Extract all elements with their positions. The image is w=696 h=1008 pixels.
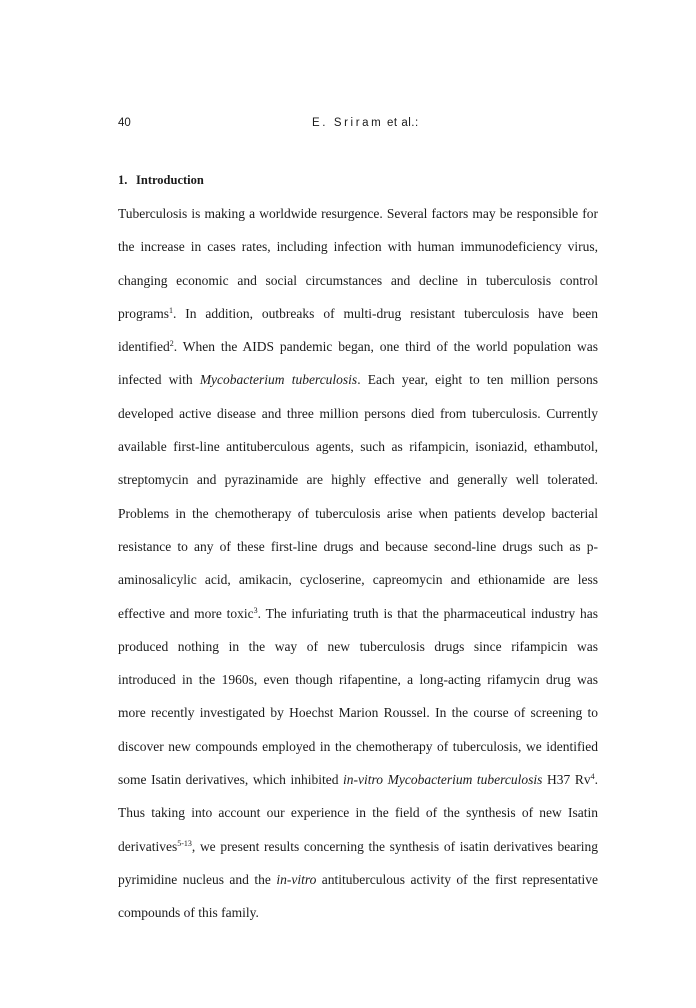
paragraph-line — [118, 630, 598, 663]
line-text: more recently investigated by Hoechst Marion Roussel. In the course of screening to — [118, 705, 598, 721]
paragraph-line — [118, 497, 598, 530]
line-text: introduced in the 1960s, even though rifapentine, a long-acting rifamycin drug was — [118, 672, 598, 688]
line-text: produced nothing in the way of new tuberculosis drugs since rifampicin was — [118, 638, 598, 654]
line-text: effective and more toxic — [118, 605, 254, 621]
line-text: developed active disease and three million persons died from tuberculosis. Currently — [118, 405, 598, 421]
section-heading — [118, 173, 204, 188]
paragraph-line — [118, 863, 598, 896]
line-text: H37 Rv — [542, 772, 591, 788]
citation-marker: 3 — [253, 605, 258, 615]
paragraph-line — [118, 896, 598, 929]
paragraph-line — [118, 264, 598, 297]
paragraph-line — [118, 330, 598, 363]
section-number: 1. — [118, 173, 128, 187]
line-text: aminosalicylic acid, amikacin, cycloserine, capreomycin and ethionamide are less — [118, 572, 598, 588]
line-text: compounds of this family. — [118, 905, 259, 921]
line-text: . In addition, outbreaks of multi-drug resistant tuberculosis have been — [173, 305, 598, 321]
page-number: 40 — [118, 117, 131, 129]
paragraph-line — [118, 230, 598, 263]
paragraph-line — [118, 197, 598, 230]
line-text: . Each year, eight to ten million persons — [357, 372, 599, 388]
line-text: programs — [118, 305, 169, 321]
paragraph-line — [118, 696, 598, 729]
paragraph-line — [118, 530, 598, 563]
running-head-suffix: et al.: — [387, 117, 419, 129]
citation-marker: 4 — [590, 772, 595, 782]
paragraph-line — [118, 830, 598, 863]
paragraph-line — [118, 297, 598, 330]
line-text: derivatives — [118, 838, 178, 854]
line-text: streptomycin and pyrazinamide are highly effective and generally well tolerated. — [118, 472, 598, 488]
line-text: . The infuriating truth is that the pharmaceutical industry has — [257, 605, 598, 621]
paragraph-line — [118, 597, 598, 630]
line-text: Problems in the chemotherapy of tuberculosis arise when patients develop bacterial — [118, 505, 598, 521]
species-name: in-vitro Mycobacterium tuberculosis — [343, 772, 543, 788]
line-text: identified — [118, 339, 170, 355]
line-text: infected with — [118, 372, 200, 388]
line-text: resistance to any of these first-line drugs and because second-line drugs such as p- — [118, 538, 598, 554]
paragraph-line — [118, 796, 598, 829]
paragraph-line — [118, 763, 598, 796]
line-text: antituberculous activity of the first representative — [316, 871, 599, 887]
introduction-paragraph — [118, 197, 598, 930]
paragraph-line — [118, 463, 598, 496]
running-head — [312, 117, 419, 129]
line-text: available first-line antituberculous agents, such as rifampicin, isoniazid, ethambutol, — [118, 439, 598, 455]
line-text: Thus taking into account our experience in the field of the synthesis of new Isatin — [118, 805, 598, 821]
paragraph-line — [118, 363, 598, 396]
paragraph-line — [118, 563, 598, 596]
line-text: . — [594, 772, 598, 788]
line-text: , we present results concerning the synthesis of isatin derivatives bearing — [191, 838, 598, 854]
species-name: Mycobacterium tuberculosis — [199, 372, 358, 388]
line-text: Tuberculosis is making a worldwide resurgence. Several factors may be responsible for — [118, 206, 598, 221]
paragraph-line — [118, 730, 598, 763]
running-header — [118, 117, 588, 133]
citation-marker: 2 — [169, 339, 174, 349]
line-text: some Isatin derivatives, which inhibited — [118, 772, 344, 788]
citation-marker: 1 — [169, 305, 173, 315]
paragraph-line — [118, 430, 598, 463]
line-text: discover new compounds employed in the chemotherapy of tuberculosis, we identified — [118, 738, 598, 754]
paragraph-line — [118, 397, 598, 430]
line-text: the increase in cases rates, including infection with human immunodeficiency virus, — [118, 239, 598, 255]
running-head-authors: E. Sriram — [312, 117, 384, 129]
line-text: changing economic and social circumstances and decline in tuberculosis control — [118, 272, 598, 288]
emphasis-term: in-vitro — [276, 871, 317, 887]
citation-marker: 5-13 — [177, 838, 192, 848]
section-title: Introduction — [136, 173, 204, 187]
line-text: pyrimidine nucleus and the — [118, 871, 277, 887]
paragraph-line — [118, 663, 598, 696]
line-text: . When the AIDS pandemic began, one third of the world population was — [173, 339, 598, 355]
